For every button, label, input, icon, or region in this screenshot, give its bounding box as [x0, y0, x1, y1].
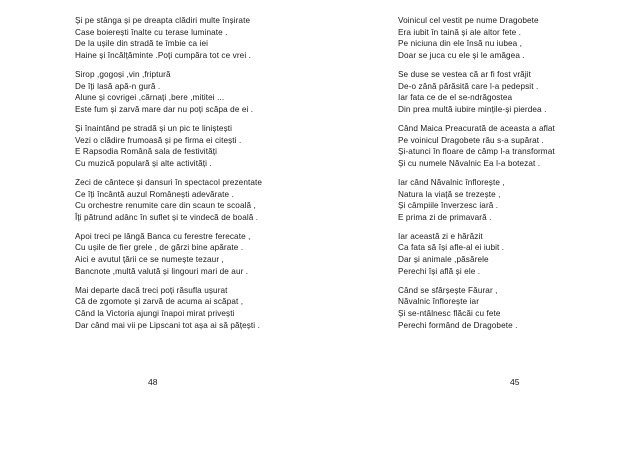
verse-line: Vezi o clădire frumoasă și pe firma ei citești .	[75, 135, 242, 145]
verse-line: Și câmpiile înverzesc iară .	[398, 201, 499, 211]
stanza	[75, 285, 315, 331]
verse-line: Cu orchestre renumite care din scaun te scoală ,	[75, 201, 256, 211]
verse-line: Din prea multă iubire mințile-și pierdea .	[398, 104, 547, 114]
verse-line: Năvalnic înflorește iar	[398, 297, 480, 307]
verse-line: Perechi își află și ele .	[398, 266, 481, 276]
verse-line: Pe voinicul Dragobete rău s-a supărat .	[398, 135, 544, 145]
verse-line: De îți lasă apă-n gură .	[75, 81, 161, 91]
stanza	[398, 285, 633, 331]
poem-text-left	[75, 15, 315, 339]
verse-line: Și înaintând pe stradă și un pic te liniștești	[75, 123, 233, 133]
stanza	[75, 177, 315, 223]
page-number-left: 48	[148, 377, 158, 387]
verse-line: Și se-ntâlnesc flăcăi cu fete	[398, 309, 501, 319]
verse-line: Iar fata ce de el se-ndrăgostea	[398, 93, 513, 103]
verse-line: Aici e avutul țării ce se numește tezaur ,	[75, 255, 224, 265]
verse-line: Și-atunci în floare de câmp l-a transformat	[398, 147, 555, 157]
verse-line: Și pe stânga și pe dreapta clădiri multe înșirate	[75, 16, 251, 25]
verse-line: Zeci de cântece și dansuri în spectacol prezentate	[75, 177, 263, 187]
verse-line: Îți pătrund adânc în suflet și te vindecă de boală .	[75, 212, 259, 222]
verse-line: Este fum și zarvă mare dar nu poți scăpa de ei .	[75, 104, 254, 114]
verse-line: Când la Victoria ajungi înapoi mirat privești	[75, 309, 235, 319]
verse-line: Se duse se vestea că ar fi fost vrăjit	[398, 69, 532, 79]
verse-line: De la ușile din stradă te îmbie ca iei	[75, 39, 209, 49]
verse-line: Case boierești înalte cu terase luminate .	[75, 27, 228, 37]
verse-line: Ca fata să își afle-al ei iubit .	[398, 243, 505, 253]
stanza	[398, 231, 633, 277]
verse-line: Natura la viață se trezește ,	[398, 189, 501, 199]
verse-line: Când se sfârșește Făurar ,	[398, 285, 498, 295]
poem-text-right	[398, 15, 633, 339]
verse-line: Și cu numele Năvalnic Ea l-a botezat .	[398, 158, 541, 168]
verse-line: Cu ușile de fier grele , de gărzi bine apărate .	[75, 243, 244, 253]
verse-line: Că de zgomote și zarvă de acuma ai scăpat ,	[75, 297, 244, 307]
verse-line: Haine și încălțăminte .Poți cumpăra tot ce vrei .	[75, 50, 252, 60]
verse-line: Când Maica Preacurată de aceasta a aflat	[398, 123, 555, 133]
verse-line: E prima zi de primavară .	[398, 212, 492, 222]
stanza	[398, 69, 633, 115]
verse-line: Dar și animale ,păsărele	[398, 255, 489, 265]
stanza	[75, 123, 315, 169]
stanza	[398, 15, 633, 61]
verse-line: Sirop ,gogoși ,vin ,friptură	[75, 69, 171, 79]
verse-line: Era iubit în taină și ale altor fete .	[398, 27, 522, 37]
stanza	[398, 177, 633, 223]
verse-line: Voinicul cel vestit pe nume Dragobete	[398, 16, 539, 25]
stanza	[75, 15, 315, 61]
right-page	[319, 0, 638, 452]
verse-line: Perechi formând de Dragobete .	[398, 320, 518, 330]
verse-line: Mai departe dacă treci poți răsufla ușurat	[75, 285, 228, 295]
stanza	[398, 123, 633, 169]
verse-line: Bancnote ,multă valută și lingouri mari de aur .	[75, 266, 249, 276]
verse-line: Alune și covrigei ,cărnați ,bere ,mititei ...	[75, 93, 225, 103]
verse-line: De-o zână părăsită care l-a pedepsit .	[398, 81, 539, 91]
verse-line: Dar când mai vii pe Lipscani tot așa ai să pățești .	[75, 320, 260, 330]
verse-line: Apoi treci pe lângă Banca cu ferestre ferecate ,	[75, 231, 251, 241]
stanza	[75, 231, 315, 277]
verse-line: Iar când Năvalnic înflorește ,	[398, 177, 505, 187]
page-number-right: 45	[510, 377, 520, 387]
verse-line: Cu muzică populară și alte activități .	[75, 158, 212, 168]
verse-line: Iar această zi e hărăzit	[398, 231, 483, 241]
verse-line: Pe niciuna din ele însă nu iubea ,	[398, 39, 523, 49]
verse-line: E Rapsodia Română sala de festivități	[75, 147, 218, 157]
verse-line: Ce îți încântă auzul Românești adevărate .	[75, 189, 234, 199]
verse-line: Doar se juca cu ele și le amăgea .	[398, 50, 525, 60]
stanza	[75, 69, 315, 115]
